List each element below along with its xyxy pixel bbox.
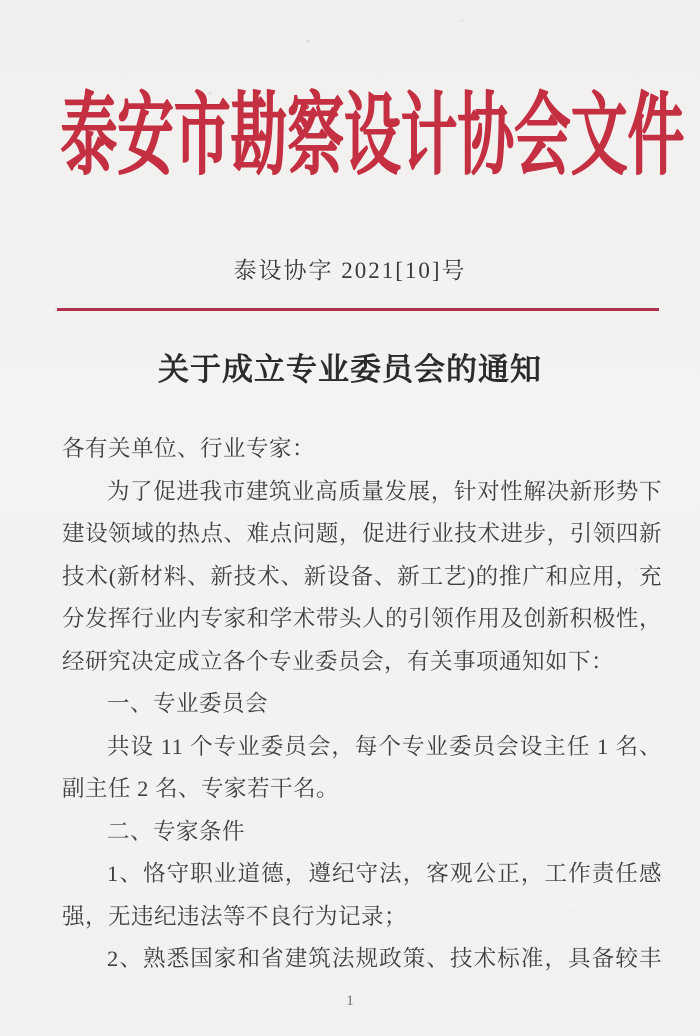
body-line: 副主任 2 名、专家若干名。 — [62, 776, 340, 801]
body-line: 技术(新材料、新技术、新设备、新工艺)的推广和应用，充 — [62, 563, 662, 589]
body-line: 为了促进我市建筑业高质量发展，针对性解决新形势下 — [107, 478, 662, 504]
page-number: 1 — [346, 993, 354, 1009]
section-heading-line: 一、专业委员会 — [107, 691, 269, 716]
red-divider-line — [57, 308, 659, 311]
document-title: 关于成立专业委员会的通知 — [158, 352, 542, 387]
body-line: 1、恪守职业道德，遵纪守法，客观公正，工作责任感 — [107, 861, 662, 886]
body-line: 强，无违纪违法等不良行为记录； — [62, 903, 408, 929]
red-header-org-title: 泰安市勘察设计协会文件 — [60, 87, 684, 186]
document-reference-number: 泰设协字 2021[10]号 — [233, 258, 467, 283]
body-line: 分发挥行业内专家和学术带头人的引领作用及创新积极性， — [62, 606, 662, 631]
body-line: 共设 11 个专业委员会，每个专业委员会设主任 1 名、 — [107, 733, 662, 759]
body-line: 建设领域的热点、难点问题，促进行业技术进步，引领四新 — [62, 521, 662, 546]
document-body — [62, 428, 662, 981]
section-heading-line: 二、专家条件 — [107, 818, 246, 844]
body-line: 2、熟悉国家和省建筑法规政策、技术标准，具备较丰 — [107, 946, 662, 971]
salutation-line: 各有关单位、行业专家： — [62, 436, 316, 461]
body-line: 经研究决定成立各个专业委员会，有关事项通知如下： — [62, 648, 615, 674]
